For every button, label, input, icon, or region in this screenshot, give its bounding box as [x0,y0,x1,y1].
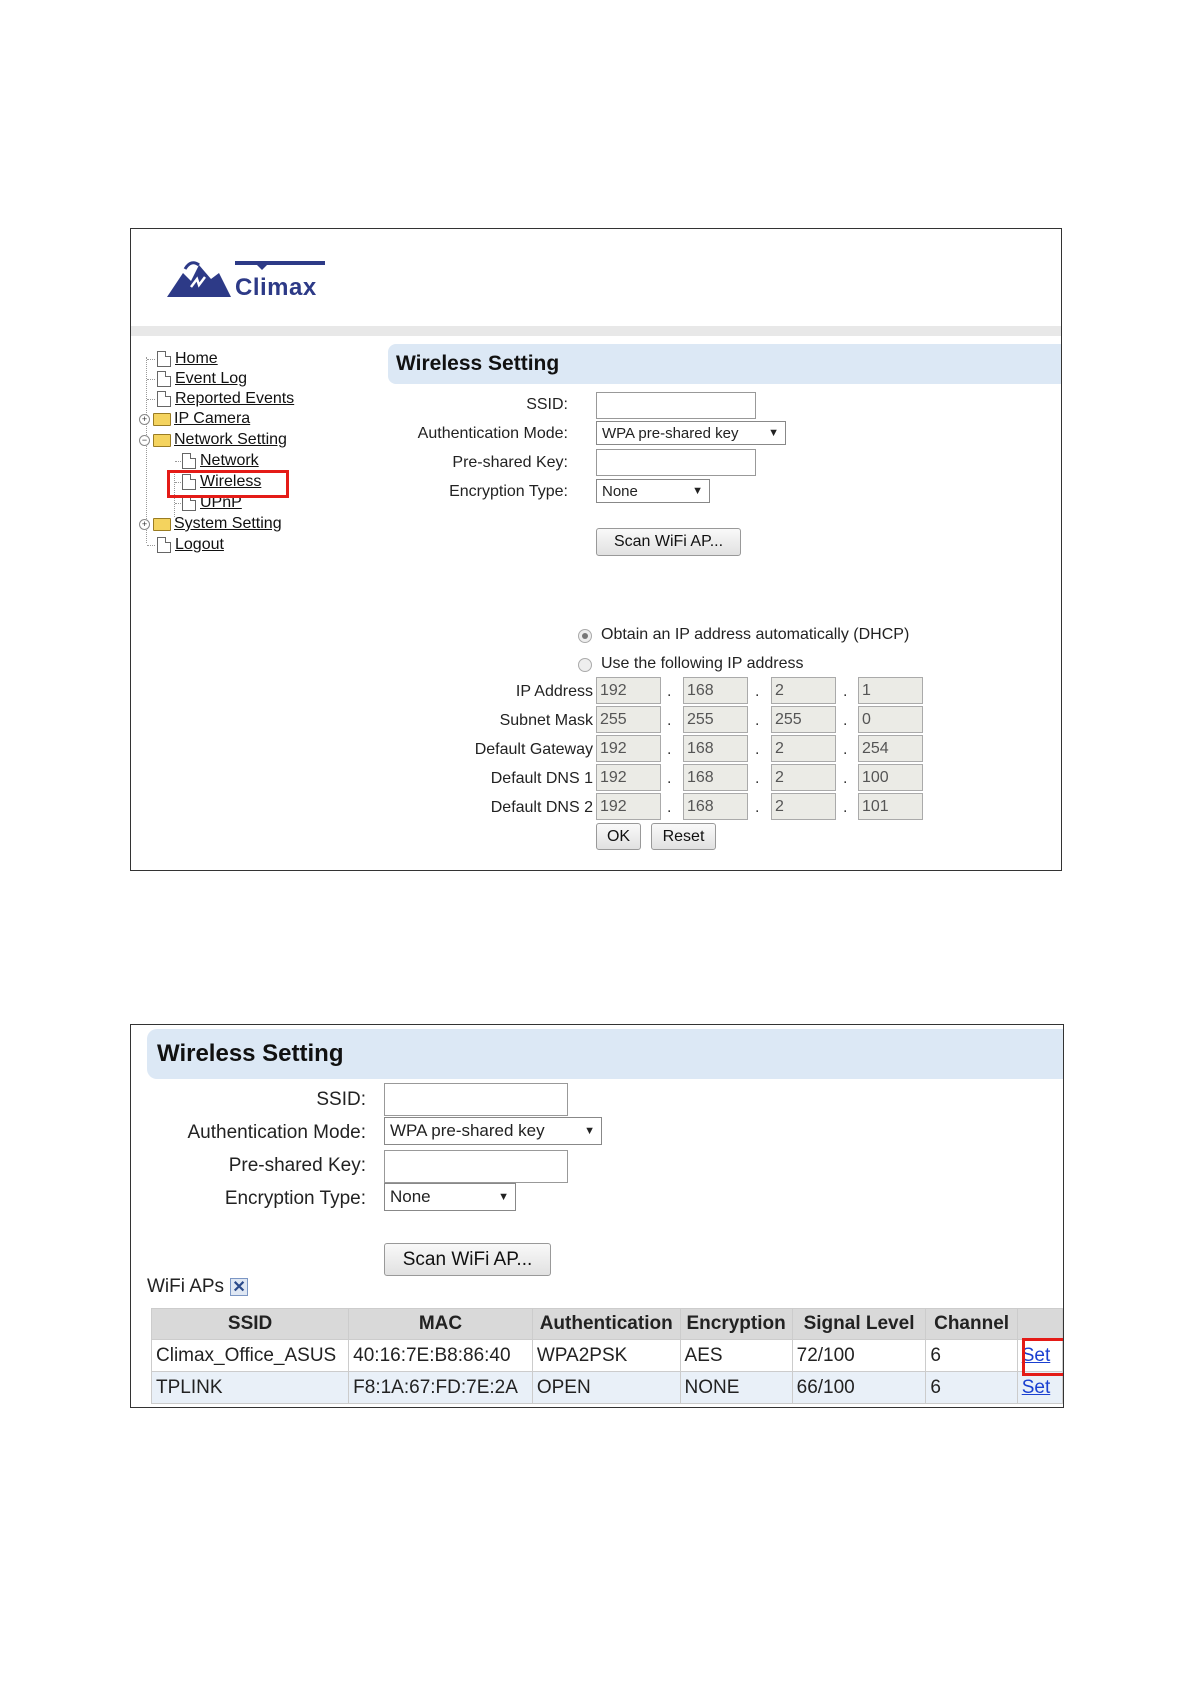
cell-encryption: NONE [680,1372,792,1404]
ip-address-octet-2[interactable]: 168 [683,677,748,704]
ip-address-octet-4[interactable]: 1 [858,677,923,704]
ip-dot: . [843,770,848,787]
gateway-octet-3[interactable]: 2 [771,735,836,762]
ip-dot: . [667,683,672,700]
wifi-aps-header [147,1276,248,1298]
auth-mode-value: WPA pre-shared key [390,1121,545,1140]
wifi-aps-label: WiFi APs [147,1276,225,1297]
encryption-type-select[interactable] [384,1183,516,1211]
folder-icon [153,413,171,426]
auth-mode-select[interactable] [384,1117,602,1145]
ssid-input[interactable] [596,392,756,419]
ip-address-octet-3[interactable]: 2 [771,677,836,704]
page-title: Wireless Setting [147,1029,1064,1079]
folder-icon [153,518,171,531]
nav-network[interactable]: Network [200,452,259,469]
page-title: Wireless Setting [388,344,1062,384]
cell-mac: 40:16:7E:B8:86:40 [349,1340,533,1372]
dns2-octet-4[interactable]: 101 [858,793,923,820]
dhcp-radio[interactable] [578,629,592,643]
encryption-type-select[interactable] [596,479,710,503]
cell-authentication: OPEN [532,1372,680,1404]
cell-signal-level: 72/100 [792,1340,926,1372]
highlight-box-wireless [167,470,289,498]
ip-dot: . [843,741,848,758]
set-link[interactable]: Set [1021,1344,1051,1366]
preshared-key-label: Pre-shared Key: [228,1155,366,1176]
auth-mode-label: Authentication Mode: [417,425,568,442]
subnet-mask-label: Subnet Mask [499,712,593,729]
static-ip-radio[interactable] [578,658,592,672]
nav-tree [139,349,374,579]
cell-channel: 6 [926,1372,1017,1404]
page-icon [157,371,171,387]
gateway-octet-1[interactable]: 192 [596,735,661,762]
nav-home[interactable]: Home [175,350,218,367]
cell-channel: 6 [926,1340,1017,1372]
column-header-authentication: Authentication [532,1309,680,1340]
ok-button[interactable]: OK [596,823,641,850]
brand-name: Climax [235,274,317,301]
scan-wifi-button[interactable]: Scan WiFi AP... [384,1243,551,1276]
encryption-type-label: Encryption Type: [449,483,568,500]
page-icon [182,453,196,469]
column-header-ssid: SSID [152,1309,349,1340]
dns1-octet-2[interactable]: 168 [683,764,748,791]
subnet-mask-octet-3[interactable]: 255 [771,706,836,733]
collapse-icon[interactable]: − [139,435,150,446]
default-gateway-label: Default Gateway [474,741,593,758]
page-header [131,229,1061,326]
gateway-octet-4[interactable]: 254 [858,735,923,762]
ssid-input[interactable] [384,1083,568,1116]
ip-dot: . [755,799,760,816]
dns2-label: Default DNS 2 [490,799,593,816]
subnet-mask-octet-2[interactable]: 255 [683,706,748,733]
preshared-key-input[interactable] [596,449,756,476]
subnet-mask-octet-1[interactable]: 255 [596,706,661,733]
dhcp-radio-label: Obtain an IP address automatically (DHCP) [601,626,910,643]
set-link[interactable]: Set [1021,1376,1051,1398]
dns1-octet-3[interactable]: 2 [771,764,836,791]
ip-dot: . [667,770,672,787]
table-row [152,1340,1063,1372]
nav-wireless[interactable]: Wireless [200,473,262,490]
wifi-aps-table [151,1308,1063,1404]
ssid-label: SSID: [526,396,568,413]
expand-icon[interactable]: + [139,519,150,530]
column-header-encryption: Encryption [680,1309,792,1340]
nav-system-setting[interactable]: System Setting [174,515,282,532]
page-icon [157,391,171,407]
preshared-key-input[interactable] [384,1150,568,1183]
nav-logout[interactable]: Logout [175,536,224,553]
nav-ip-camera[interactable]: IP Camera [174,410,251,427]
column-header-action [1017,1309,1062,1340]
expand-icon[interactable]: + [139,414,150,425]
cell-ssid: TPLINK [152,1372,349,1404]
ip-address-label: IP Address [515,683,593,700]
dropdown-arrow-icon: ▼ [584,1125,595,1137]
encryption-type-value: None [602,482,638,500]
dropdown-arrow-icon: ▼ [768,427,779,439]
ip-dot: . [667,712,672,729]
encryption-type-label: Encryption Type: [224,1188,366,1209]
table-header-row [152,1309,1063,1340]
ip-address-octet-1[interactable]: 192 [596,677,661,704]
encryption-type-value: None [390,1187,431,1206]
cell-authentication: WPA2PSK [532,1340,680,1372]
ip-dot: . [667,741,672,758]
ssid-label: SSID: [316,1089,366,1110]
ip-dot: . [667,799,672,816]
open-folder-icon [153,434,171,447]
nav-network-setting[interactable]: Network Setting [174,431,287,448]
nav-event-log[interactable]: Event Log [175,370,248,387]
cell-ssid: Climax_Office_ASUS [152,1340,349,1372]
page-icon [157,537,171,553]
dropdown-arrow-icon: ▼ [498,1191,509,1203]
dns2-octet-1[interactable]: 192 [596,793,661,820]
scan-wifi-button[interactable]: Scan WiFi AP... [596,528,741,556]
page-icon [157,351,171,367]
close-icon[interactable]: ✕ [230,1278,248,1296]
header-band [131,326,1061,336]
static-ip-radio-label: Use the following IP address [601,655,804,672]
dns1-octet-1[interactable]: 192 [596,764,661,791]
reset-button[interactable]: Reset [651,823,716,850]
ip-dot: . [843,683,848,700]
dns2-octet-2[interactable]: 168 [683,793,748,820]
auth-mode-select[interactable] [596,421,786,445]
dropdown-arrow-icon: ▼ [692,485,703,497]
wifi-scan-screenshot [130,1024,1064,1408]
auth-mode-value: WPA pre-shared key [602,424,739,442]
cell-encryption: AES [680,1340,792,1372]
gateway-octet-2[interactable]: 168 [683,735,748,762]
dns1-label: Default DNS 1 [490,770,593,787]
highlight-box-set [1022,1338,1064,1376]
cell-action [1017,1372,1062,1404]
cell-mac: F8:1A:67:FD:7E:2A [349,1372,533,1404]
column-header-mac: MAC [349,1309,533,1340]
auth-mode-label: Authentication Mode: [187,1122,366,1143]
table-row [152,1372,1063,1404]
dns1-octet-4[interactable]: 100 [858,764,923,791]
nav-upnp[interactable]: UPnP [200,494,242,511]
ip-dot: . [843,799,848,816]
ip-dot: . [755,770,760,787]
preshared-key-label: Pre-shared Key: [452,454,568,471]
column-header-signal-level: Signal Level [792,1309,926,1340]
column-header-channel: Channel [926,1309,1017,1340]
ip-dot: . [755,712,760,729]
ip-dot: . [843,712,848,729]
subnet-mask-octet-4[interactable]: 0 [858,706,923,733]
cell-signal-level: 66/100 [792,1372,926,1404]
nav-reported-events[interactable]: Reported Events [175,390,295,407]
ip-dot: . [755,741,760,758]
wireless-page-screenshot [130,228,1062,871]
dns2-octet-3[interactable]: 2 [771,793,836,820]
ip-dot: . [755,683,760,700]
